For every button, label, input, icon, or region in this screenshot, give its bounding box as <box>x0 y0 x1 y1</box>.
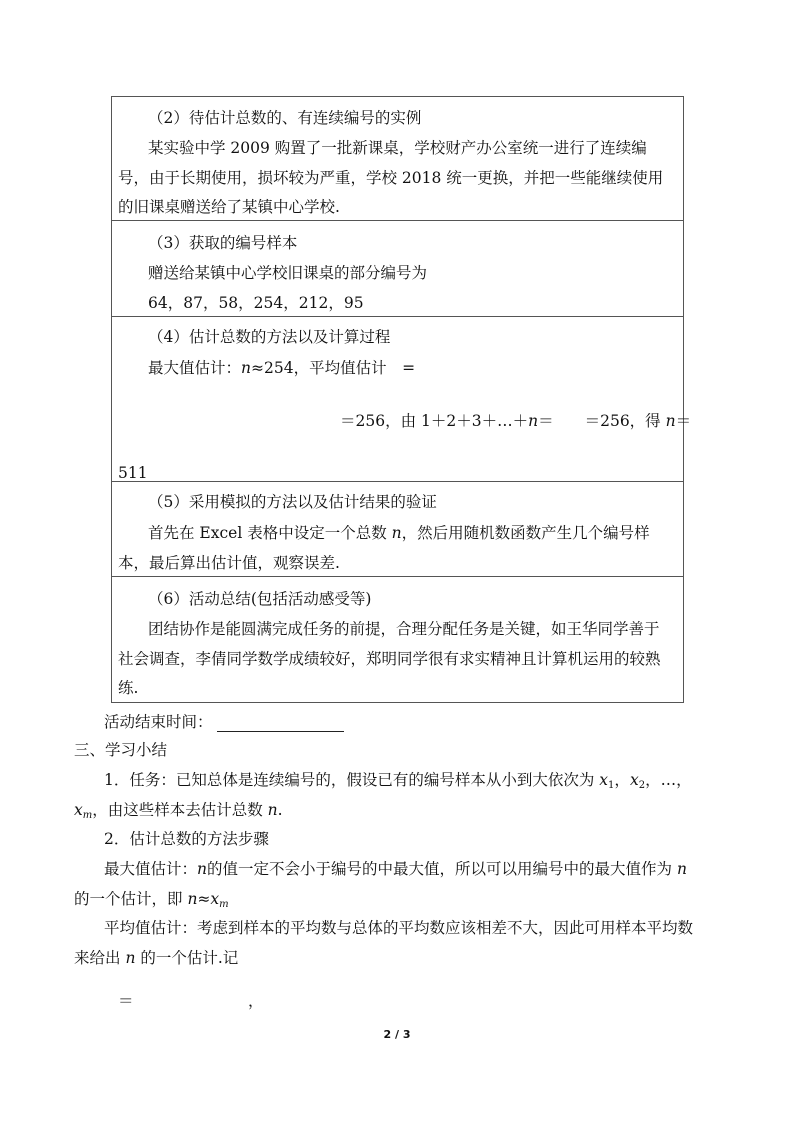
end-time-blank <box>217 731 344 732</box>
activity-table <box>111 96 684 703</box>
sample-numbers: 64，87，58，254，212，95 <box>148 294 364 312</box>
var-n: n <box>187 890 198 908</box>
sum-equation-line <box>340 414 691 430</box>
summary-heading: 三、学习小结 <box>74 741 168 759</box>
var-n: n <box>241 359 251 377</box>
section-4-title: （4）估计总数的方法以及计算过程 <box>148 328 391 346</box>
mean-value-estimate-cont <box>74 951 238 967</box>
section-5-line <box>148 526 650 542</box>
section-5-text-b: ，然后用随机数函数产生几个编号样 <box>401 524 650 542</box>
mean-cont-text-a: 来给出 <box>74 949 126 967</box>
subscript: 1 <box>608 780 615 791</box>
max-estimate-line <box>148 361 415 377</box>
summary-item-1-cont <box>74 803 283 821</box>
var-x: x <box>74 801 83 819</box>
var-x: x <box>629 771 639 789</box>
max-value-label: 最大值估计： <box>104 860 198 878</box>
section-5-line: 本，最后算出估计值，观察误差. <box>118 554 340 572</box>
separator: ， <box>614 771 630 789</box>
formula-comma: ， <box>248 992 264 1010</box>
var-n: n <box>197 860 207 878</box>
mean-cont-text-b: 的一个估计.记 <box>135 949 239 967</box>
section-2-line: 号，由于长期使用，损坏较为严重，学校 2018 统一更换，并把一些能继续使用 <box>118 169 664 187</box>
section-5-text-a: 首先在 Excel 表格中设定一个总数 <box>148 524 392 542</box>
var-n: n <box>676 860 687 878</box>
eq-part-a: ＝256，由 1＋2＋3＋…＋ <box>340 412 529 430</box>
item-1-cont-text: ，由这些样本去估计总数 <box>92 801 268 819</box>
max-estimate-label: 最大值估计： <box>148 359 242 377</box>
subscript: m <box>82 810 93 821</box>
formula-equals: ＝ <box>118 992 134 1010</box>
var-n: n <box>391 524 402 542</box>
summary-item-2: 2．估计总数的方法步骤 <box>104 830 269 848</box>
row-divider <box>111 481 684 482</box>
var-x: x <box>599 771 609 789</box>
row-divider <box>111 576 684 577</box>
subscript: m <box>219 899 229 910</box>
var-n: n <box>125 949 136 967</box>
section-5-title: （5）采用模拟的方法以及估计结果的验证 <box>148 493 437 511</box>
max-value-text: 的值一定不会小于编号的中最大值，所以可以用编号中的最大值作为 <box>207 860 677 878</box>
var-n: n <box>267 801 278 819</box>
section-2-line: 某实验中学 2009 购置了一批新课桌，学校财产办公室统一进行了连续编 <box>148 139 647 157</box>
subscript: 2 <box>638 780 646 791</box>
eq-part-c: ＝ <box>675 412 692 430</box>
max-estimate-rest: ≈254，平均值估计 = <box>251 359 416 377</box>
page-number: 2 / 3 <box>383 1028 411 1041</box>
mean-value-estimate: 平均值估计：考虑到样本的平均数与总体的平均数应该相差不大，因此可用样本平均数 <box>104 919 694 937</box>
var-n: n <box>528 412 539 430</box>
item-1-text: 1．任务：已知总体是连续编号的，假设已有的编号样本从小到大依次为 <box>104 771 600 789</box>
section-2-title: （2）待估计总数的、有连续编号的实例 <box>148 109 422 127</box>
eq-part-b: ＝ ＝256，得 <box>538 412 666 430</box>
section-6-title: （6）活动总结(包括活动感受等) <box>148 590 372 608</box>
section-2-line: 的旧课桌赠送给了某镇中心学校. <box>118 198 340 216</box>
result-value: 511 <box>118 464 148 482</box>
section-3-line: 赠送给某镇中心学校旧课桌的部分编号为 <box>148 264 428 282</box>
var-x: x <box>210 890 220 908</box>
ellipsis: ，…， <box>645 771 692 789</box>
max-value-cont-text: 的一个估计，即 <box>74 890 188 908</box>
row-divider <box>111 316 684 317</box>
section-6-line: 练. <box>118 679 139 697</box>
row-divider <box>111 220 684 221</box>
summary-item-1 <box>104 773 692 791</box>
section-6-line: 团结协作是能圆满完成任务的前提，合理分配任务是关键，如王华同学善于 <box>148 620 660 638</box>
max-value-estimate-cont <box>74 892 229 910</box>
approx-sign: ≈ <box>197 890 211 908</box>
var-n: n <box>665 412 676 430</box>
end-time-label: 活动结束时间： <box>104 713 213 731</box>
period: . <box>277 801 283 819</box>
max-value-estimate <box>104 862 687 878</box>
section-3-title: （3）获取的编号样本 <box>148 234 298 252</box>
section-6-line: 社会调查，李倩同学数学成绩较好，郑明同学很有求实精神且计算机运用的较熟 <box>118 650 661 668</box>
